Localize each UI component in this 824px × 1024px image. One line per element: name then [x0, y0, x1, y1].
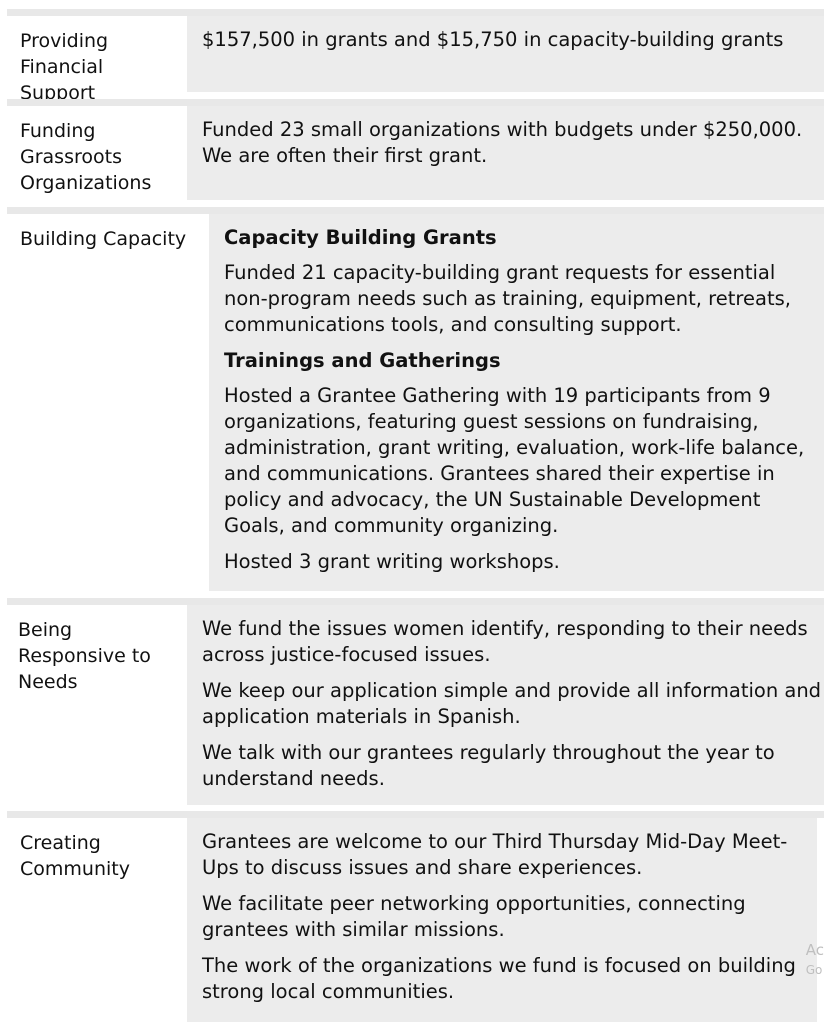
row-content [187, 818, 817, 1022]
content-paragraph: Funded 21 capacity-building grant requests for essential non-program needs such as training, equipment, retreats, communications tools, and consulting support. [224, 261, 791, 336]
subheading: Capacity Building Grants [224, 226, 497, 249]
content-paragraph: Hosted a Grantee Gathering with 19 participants from 9 organizations, featuring guest sessions on fundraising, administration, grant writing, evaluation, work-life balance, and communications. Grantees shared their expertise in policy and advocacy, the UN Sustainable Development Goals, and community organizing. [224, 384, 805, 537]
content-paragraph: We fund the issues women identify, responding to their needs across justice-focused issues. [202, 617, 808, 666]
row-community [7, 811, 824, 1022]
row-financial-support [7, 9, 824, 104]
subheading: Trainings and Gatherings [224, 349, 501, 372]
row-content [187, 106, 824, 200]
content-paragraph: The work of the organizations we fund is focused on building strong local communities. [202, 954, 796, 1003]
content-paragraph: We talk with our grantees regularly throughout the year to understand needs. [202, 741, 775, 790]
row-label: Funding Grassroots Organizations [7, 106, 178, 200]
watermark-line: Ac [805, 941, 824, 959]
content-paragraph: Hosted 3 grant writing workshops. [224, 550, 560, 573]
content-paragraph: $157,500 in grants and $15,750 in capacity-building grants [202, 28, 784, 51]
row-content [209, 214, 824, 591]
row-label: Providing Financial Support [7, 16, 178, 92]
content-paragraph: We facilitate peer networking opportunities, connecting grantees with similar missions. [202, 892, 746, 941]
watermark-line: Go [805, 963, 823, 977]
row-content [187, 16, 824, 92]
row-label: Creating Community [7, 818, 178, 1022]
content-paragraph: Grantees are welcome to our Third Thursday Mid-Day Meet-Ups to discuss issues and share experiences. [202, 830, 788, 879]
row-label: Being Responsive to Needs [7, 605, 178, 805]
row-content [187, 605, 824, 805]
row-grassroots [7, 99, 824, 200]
activation-watermark [806, 940, 824, 980]
row-building-capacity [7, 207, 824, 591]
row-label: Building Capacity [7, 214, 209, 591]
row-responsive [7, 598, 824, 805]
content-paragraph: Funded 23 small organizations with budgets under $250,000. We are often their first grant. [202, 118, 803, 167]
content-paragraph: We keep our application simple and provide all information and application materials in Spanish. [202, 679, 822, 728]
